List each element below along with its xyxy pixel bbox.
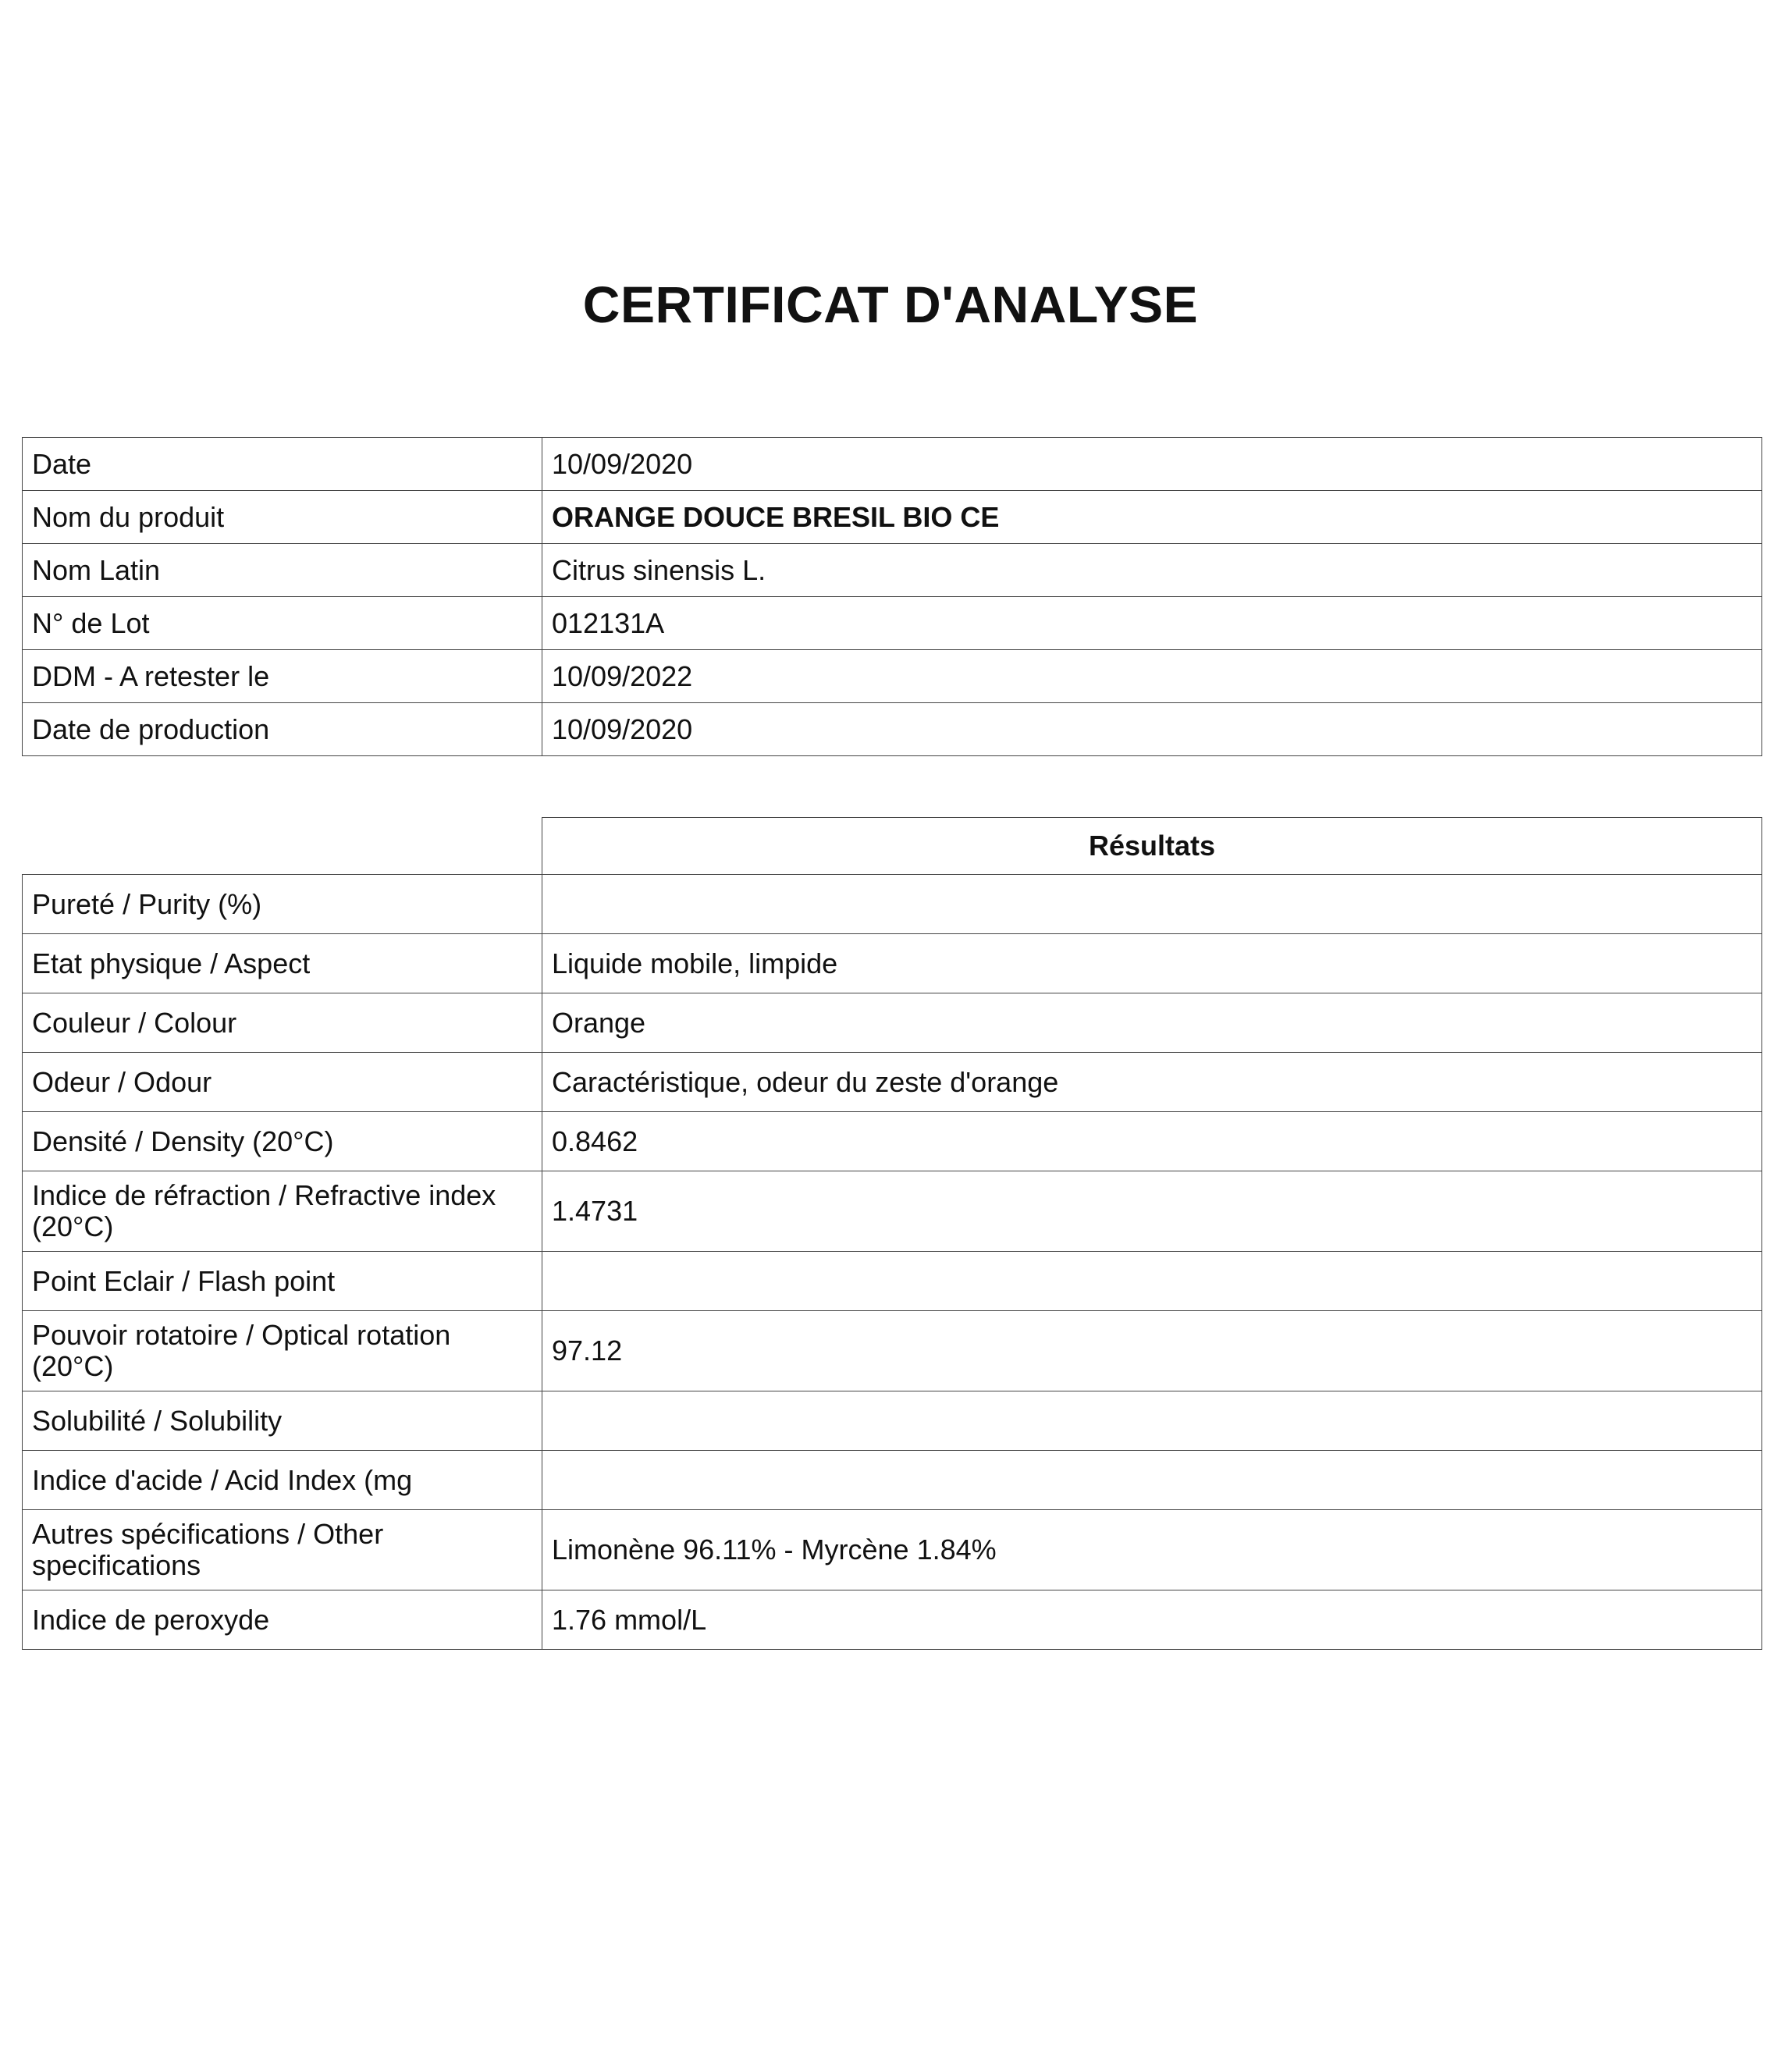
result-label: Odeur / Odour bbox=[23, 1053, 542, 1112]
result-row-odour bbox=[23, 1053, 1762, 1112]
result-value: Caractéristique, odeur du zeste d'orange bbox=[542, 1053, 1762, 1112]
info-label: Nom du produit bbox=[23, 491, 542, 544]
result-row-other-specifications bbox=[23, 1510, 1762, 1590]
result-label: Pureté / Purity (%) bbox=[23, 875, 542, 934]
result-value: 1.4731 bbox=[542, 1171, 1762, 1252]
result-row-aspect bbox=[23, 934, 1762, 993]
info-row-latin-name bbox=[23, 544, 1762, 597]
info-value: Citrus sinensis L. bbox=[542, 544, 1762, 597]
result-value: Orange bbox=[542, 993, 1762, 1053]
result-value: 97.12 bbox=[542, 1311, 1762, 1391]
info-value: 10/09/2020 bbox=[542, 703, 1762, 756]
result-value: 1.76 mmol/L bbox=[542, 1590, 1762, 1650]
empty-header-cell bbox=[23, 818, 542, 875]
info-value: 012131A bbox=[542, 597, 1762, 650]
info-label: N° de Lot bbox=[23, 597, 542, 650]
result-label: Autres spécifications / Other specifications bbox=[23, 1510, 542, 1590]
document-title: CERTIFICAT D'ANALYSE bbox=[582, 275, 1199, 333]
result-row-refractive-index bbox=[23, 1171, 1762, 1252]
result-label: Solubilité / Solubility bbox=[23, 1391, 542, 1451]
result-value bbox=[542, 875, 1762, 934]
info-row-lot-number bbox=[23, 597, 1762, 650]
info-value: 10/09/2022 bbox=[542, 650, 1762, 703]
result-row-solubility bbox=[23, 1391, 1762, 1451]
result-value bbox=[542, 1391, 1762, 1451]
result-row-purity bbox=[23, 875, 1762, 934]
info-label: Date bbox=[23, 438, 542, 491]
result-label: Densité / Density (20°C) bbox=[23, 1112, 542, 1171]
result-row-peroxide-index bbox=[23, 1590, 1762, 1650]
result-value bbox=[542, 1252, 1762, 1311]
result-value bbox=[542, 1451, 1762, 1510]
result-label: Etat physique / Aspect bbox=[23, 934, 542, 993]
result-value: 0.8462 bbox=[542, 1112, 1762, 1171]
info-row-date bbox=[23, 438, 1762, 491]
result-label: Indice de réfraction / Refractive index (20°C) bbox=[23, 1171, 542, 1252]
info-row-production-date bbox=[23, 703, 1762, 756]
results-header-row bbox=[23, 818, 1762, 875]
result-row-flash-point bbox=[23, 1252, 1762, 1311]
product-name-value: ORANGE DOUCE BRESIL BIO CE bbox=[542, 491, 1762, 544]
info-label: Date de production bbox=[23, 703, 542, 756]
info-value: 10/09/2020 bbox=[542, 438, 1762, 491]
product-info-table bbox=[22, 437, 1762, 756]
result-row-colour bbox=[23, 993, 1762, 1053]
info-label: Nom Latin bbox=[23, 544, 542, 597]
result-value: Liquide mobile, limpide bbox=[542, 934, 1762, 993]
results-header: Résultats bbox=[542, 818, 1762, 875]
result-label: Indice de peroxyde bbox=[23, 1590, 542, 1650]
info-row-retest-date bbox=[23, 650, 1762, 703]
result-label: Point Eclair / Flash point bbox=[23, 1252, 542, 1311]
analysis-results-table bbox=[22, 817, 1762, 1650]
result-label: Couleur / Colour bbox=[23, 993, 542, 1053]
info-row-product-name bbox=[23, 491, 1762, 544]
result-value: Limonène 96.11% - Myrcène 1.84% bbox=[542, 1510, 1762, 1590]
result-row-density bbox=[23, 1112, 1762, 1171]
result-row-acid-index bbox=[23, 1451, 1762, 1510]
info-label: DDM - A retester le bbox=[23, 650, 542, 703]
result-label: Indice d'acide / Acid Index (mg bbox=[23, 1451, 542, 1510]
result-label: Pouvoir rotatoire / Optical rotation (20°C) bbox=[23, 1311, 542, 1391]
result-row-optical-rotation bbox=[23, 1311, 1762, 1391]
